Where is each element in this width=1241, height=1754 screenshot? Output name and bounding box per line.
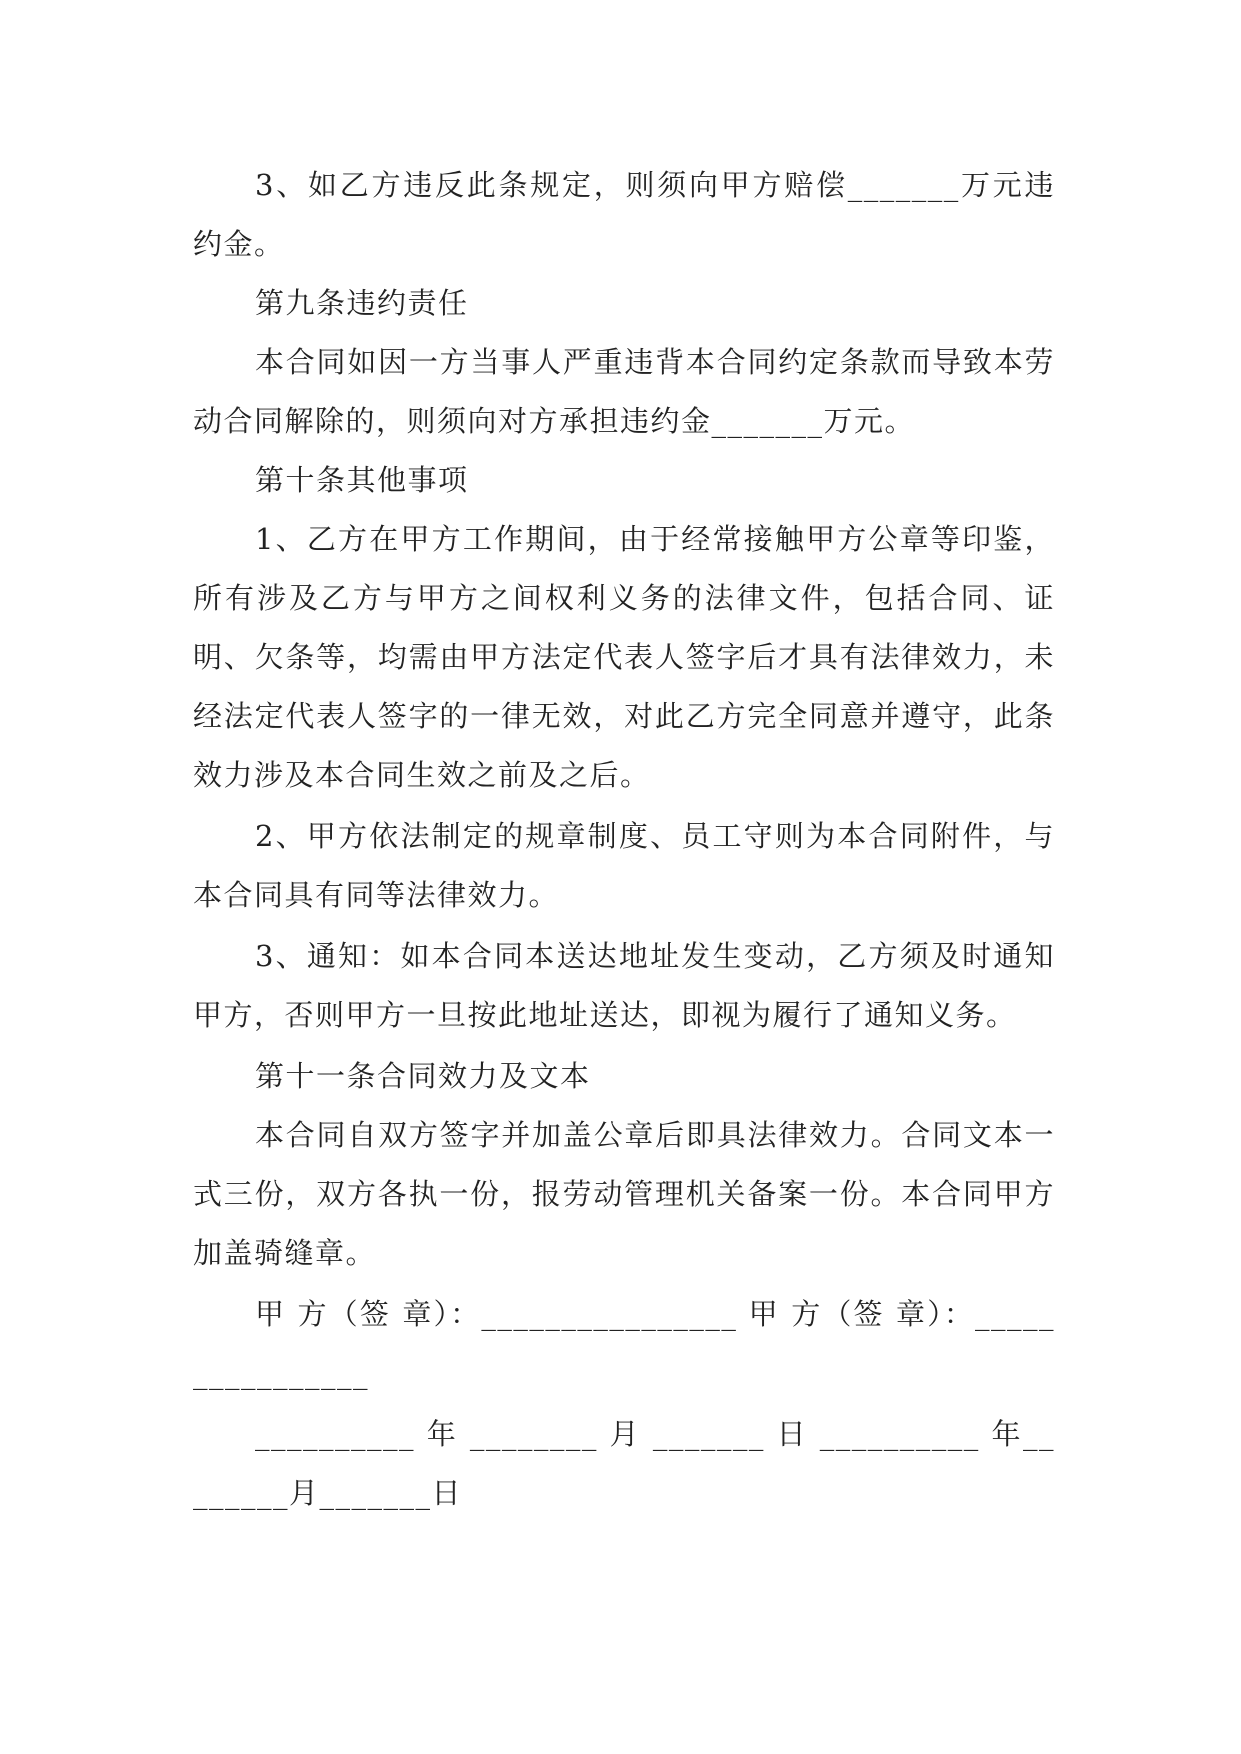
article-9-body: 本合同如因一方当事人严重违背本合同约定条款而导致本劳动合同解除的，则须向对方承担违约金_______万元。: [193, 345, 1055, 438]
article-11-heading: 第十一条合同效力及文本: [255, 1059, 591, 1093]
article-10-item-3: 3、通知：如本合同本送达地址发生变动，乙方须及时通知甲方，否则甲方一旦按此地址送达，即视为履行了通知义务。: [193, 939, 1055, 1032]
article-10-heading: 第十条其他事项: [255, 463, 469, 497]
clause-8-item-3: 3、如乙方违反此条规定，则须向甲方赔偿_______万元违约金。: [193, 168, 1055, 261]
article-11-body: 本合同自双方签字并加盖公章后即具法律效力。合同文本一式三份，双方各执一份，报劳动管理机关备案一份。本合同甲方加盖骑缝章。: [193, 1118, 1055, 1270]
article-10-item-2: 2、甲方依法制定的规章制度、员工守则为本合同附件，与本合同具有同等法律效力。: [193, 819, 1055, 912]
article-9-heading: 第九条违约责任: [255, 286, 469, 320]
signature-line: 甲 方（签 章）：________________ 甲 方（签 章）：________________: [193, 1297, 1055, 1390]
article-10-item-1: 1、乙方在甲方工作期间，由于经常接触甲方公章等印鉴，所有涉及乙方与甲方之间权利义务的法律文件，包括合同、证明、欠条等，均需由甲方法定代表人签字后才具有法律效力，未经法定代表人签字的一律无效，对此乙方完全同意并遵守，此条效力涉及本合同生效之前及之后。: [193, 522, 1055, 792]
date-line: __________ 年 ________ 月 _______ 日 __________ 年________月_______日: [193, 1417, 1055, 1510]
document-body: [193, 156, 1055, 1523]
